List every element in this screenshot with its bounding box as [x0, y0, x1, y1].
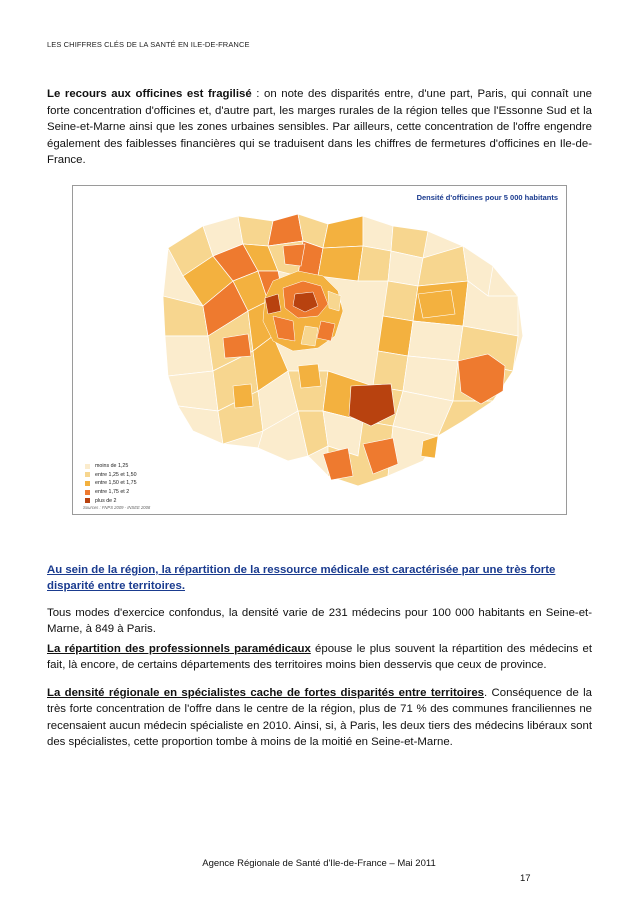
paragraph-lead: La densité régionale en spécialistes cache de fortes disparités entre territoires — [47, 687, 485, 699]
paragraph-lead: La répartition des professionnels paramédicaux — [47, 643, 311, 655]
legend-label: entre 1,25 et 1,50 — [95, 471, 137, 478]
legend-item — [85, 471, 137, 480]
legend-label: entre 1,75 et 2 — [95, 489, 130, 496]
paragraph-text: . Conséquence de la très forte concentration de l'offre dans le centre de la région, plus de 71 % des communes franciliennes ne recensaient aucun médecin spécialiste en 2010. Ainsi, si, à Paris, les deux tiers des médecins libéraux sont des spécialistes, cette proportion tombe à moins de la moitié en Seine-et-Marne. — [47, 687, 593, 748]
legend-label: moins de 1,25 — [95, 463, 129, 470]
map-title: Densité d'officines pour 5 000 habitants — [416, 193, 558, 202]
pharmacy-density-map — [72, 185, 567, 515]
legend-swatch — [85, 464, 90, 469]
legend-swatch — [85, 490, 90, 495]
legend-swatch — [85, 498, 90, 503]
section-title: Au sein de la région, la répartition de la ressource médicale est caractérisée par une très forte disparité entre territoires. — [47, 564, 556, 593]
paragraph-paramedical — [47, 641, 592, 674]
legend-item — [85, 479, 137, 488]
legend-label: plus de 2 — [95, 497, 117, 504]
legend-item — [85, 488, 137, 497]
map-source: Sources : FNPS 2009 - INSEE 2008 — [83, 505, 151, 510]
intro-text: : on note des disparités entre, d'une part, Paris, qui connaît une forte concentration d'officines et, d'autre part, les marges rurales de la région telles que l'Essonne Sud et la Seine-et-Marne ainsi que les zones urbaines sensibles. Par ailleurs, cette concentration de l'offre engendre également des faiblesses financières qui se traduisent dans les chiffres de fermetures d'officines en Ile-de-France. — [47, 88, 592, 167]
page-number: 17 — [520, 873, 531, 884]
paragraph-specialists — [47, 685, 592, 750]
legend-swatch — [85, 472, 90, 477]
region-map — [73, 186, 568, 516]
legend-label: entre 1,50 et 1,75 — [95, 480, 137, 487]
intro-lead: Le recours aux officines est fragilisé — [47, 88, 252, 100]
page-footer: Agence Régionale de Santé d'Ile-de-France – Mai 2011 — [202, 858, 436, 869]
legend-item — [85, 462, 137, 471]
intro-paragraph — [47, 86, 592, 169]
paragraph-text: Tous modes d'exercice confondus, la densité varie de 231 médecins pour 100 000 habitants en Seine-et-Marne, à 849 à Paris. — [47, 607, 592, 636]
legend-item — [85, 496, 137, 505]
paragraph-text: épouse le plus souvent la répartition des médecins et fait, là encore, de certains départements des territoires moins bien desservis que ceux de province. — [47, 643, 592, 672]
legend-swatch — [85, 481, 90, 486]
map-legend — [85, 462, 137, 505]
paragraph-density — [47, 605, 592, 638]
running-header: LES CHIFFRES CLÉS DE LA SANTÉ EN ILE-DE-FRANCE — [47, 40, 250, 49]
